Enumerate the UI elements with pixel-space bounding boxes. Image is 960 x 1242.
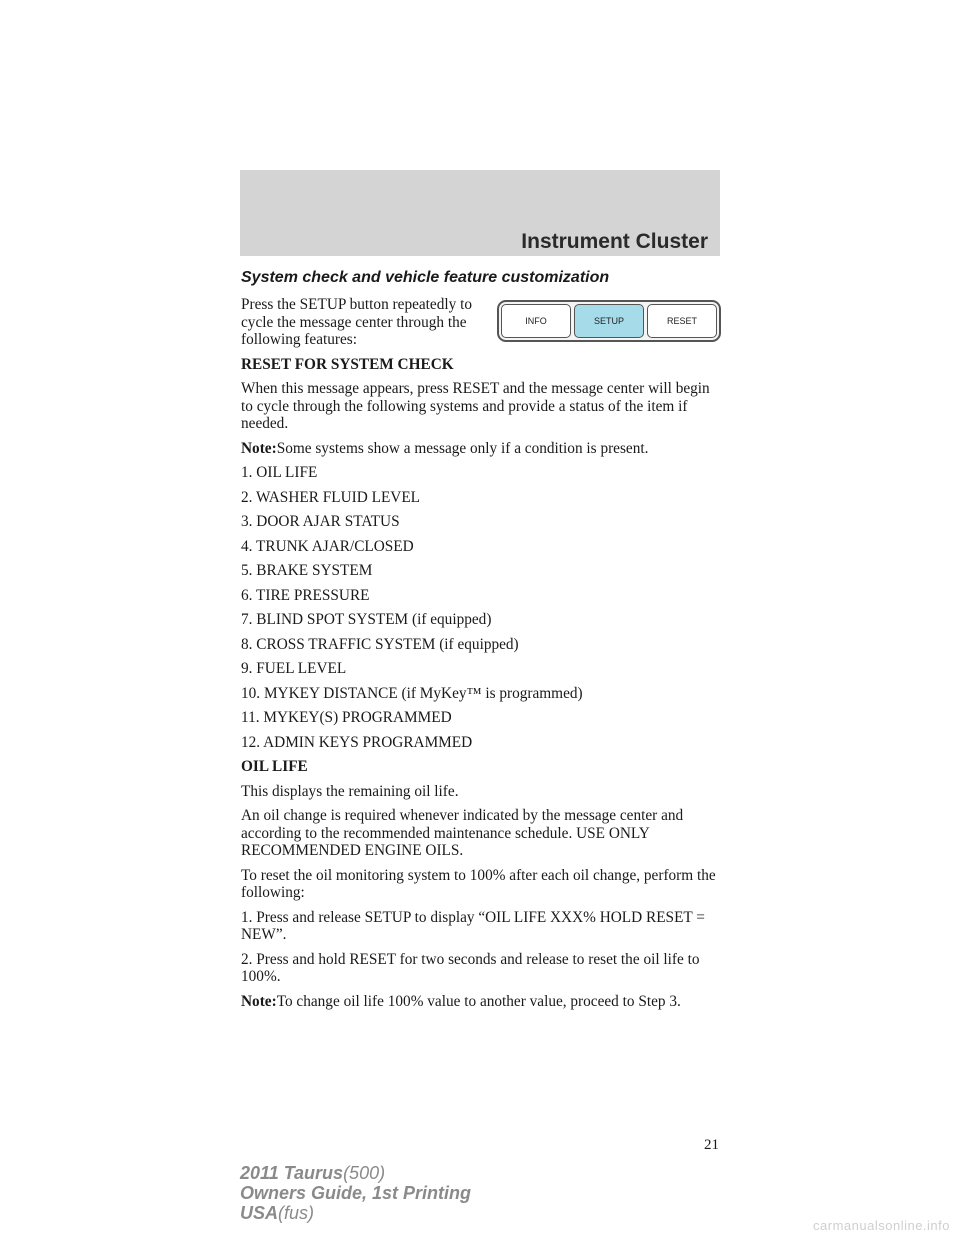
footer-market-code: (fus)	[278, 1203, 315, 1223]
note-text: To change oil life 100% value to another value, proceed to Step 3.	[276, 992, 681, 1010]
reset-check-note	[241, 440, 721, 458]
oil-life-note	[241, 993, 721, 1011]
section-heading: System check and vehicle feature customization	[241, 269, 610, 286]
oil-life-paragraph-3: To reset the oil monitoring system to 100% after each oil change, perform the following:	[241, 866, 716, 901]
footer-line-2: Owners Guide, 1st Printing	[240, 1183, 472, 1203]
info-button: INFO	[501, 304, 571, 338]
footer-line-3	[240, 1203, 471, 1223]
watermark: carmanualsonline.info	[813, 1218, 950, 1233]
list-item: 7. BLIND SPOT SYSTEM (if equipped)	[241, 611, 492, 628]
list-item: 6. TIRE PRESSURE	[241, 586, 370, 604]
footer-model: 2011 Taurus	[240, 1163, 344, 1183]
reset-check-body: When this message appears, press RESET and the message center will begin to cycle through the following systems and provide a status of the item if needed.	[241, 380, 710, 432]
list-item: 2. WASHER FLUID LEVEL	[241, 488, 421, 506]
oil-life-paragraph-1: This displays the remaining oil life.	[241, 782, 459, 800]
note-text: Some systems show a message only if a condition is present.	[276, 439, 649, 457]
footer-market: USA	[240, 1203, 279, 1223]
setup-button: SETUP	[574, 304, 644, 338]
oil-life-step-1: 1. Press and release SETUP to display “OIL LIFE XXX% HOLD RESET = NEW”.	[241, 908, 705, 943]
reset-button: RESET	[647, 304, 717, 338]
oil-life-heading: OIL LIFE	[241, 758, 308, 775]
note-label: Note:	[241, 992, 277, 1010]
message-center-button-panel	[497, 300, 721, 342]
oil-life-step-2: 2. Press and hold RESET for two seconds and release to reset the oil life to 100%.	[241, 950, 700, 985]
system-check-list	[241, 464, 721, 751]
list-item: 1. OIL LIFE	[241, 464, 318, 481]
reset-check-heading: RESET FOR SYSTEM CHECK	[241, 355, 454, 373]
list-item: 3. DOOR AJAR STATUS	[241, 513, 400, 530]
page-section-title: Instrument Cluster	[521, 230, 708, 253]
intro-row	[241, 296, 721, 356]
list-item: 4. TRUNK AJAR/CLOSED	[241, 537, 414, 555]
page-number: 21	[704, 1137, 719, 1153]
list-item: 5. BRAKE SYSTEM	[241, 562, 373, 579]
section-header-bar	[240, 170, 720, 256]
footer-model-code: (500)	[343, 1163, 386, 1183]
intro-paragraph: Press the SETUP button repeatedly to cycle the message center through the following features:	[241, 296, 472, 348]
note-label: Note:	[241, 439, 277, 457]
list-item: 12. ADMIN KEYS PROGRAMMED	[241, 733, 473, 751]
list-item: 9. FUEL LEVEL	[241, 660, 347, 677]
list-item: 10. MYKEY DISTANCE (if MyKey™ is programmed)	[241, 684, 583, 702]
oil-life-paragraph-2: An oil change is required whenever indicated by the message center and according to the recommended maintenance schedule. USE ONLY RECOMMENDED ENGINE OILS.	[241, 807, 684, 859]
footer	[240, 1163, 471, 1223]
list-item: 11. MYKEY(S) PROGRAMMED	[241, 709, 452, 726]
list-item: 8. CROSS TRAFFIC SYSTEM (if equipped)	[241, 635, 519, 653]
page-content	[241, 266, 721, 1017]
footer-line-1	[240, 1163, 471, 1183]
